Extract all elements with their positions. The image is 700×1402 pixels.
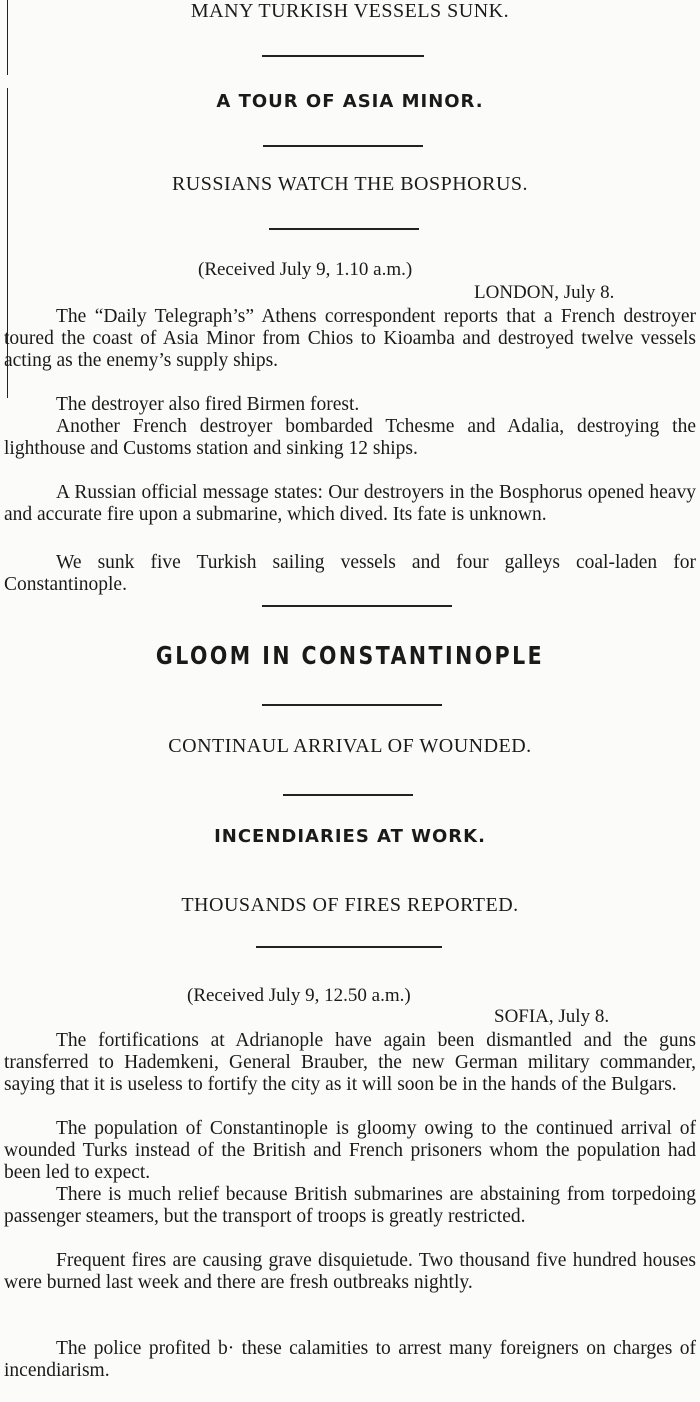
subheading-rule (263, 145, 423, 147)
paragraph-text: A Russian official message states: Our destroyers in the Bosphorus opened heavy and accurate fire upon a submarine, which dived. Its fate is unknown. (4, 482, 696, 525)
paragraph-text: There is much relief because British submarines are abstaining from torpedoing passenger steamers, but the transport of troops is greatly restricted. (4, 1184, 696, 1227)
subheading-rule (256, 946, 442, 948)
article-separator-rule (262, 605, 452, 607)
article2-paragraph (4, 1118, 696, 1184)
article1-received-line: (Received July 9, 1.10 a.m.) (198, 259, 413, 280)
paragraph-text: Another French destroyer bombarded Tchesme and Adalia, destroying the lighthouse and Customs station and sinking 12 ships. (4, 416, 696, 459)
article2-subheading-3: THOUSANDS OF FIRES REPORTED. (181, 894, 519, 916)
headline-rule (262, 55, 424, 57)
paragraph-text: The “Daily Telegraph’s” Athens correspondent reports that a French destroyer toured the coast of Asia Minor from Chios to Kioamba and destroyed twelve vessels acting as the enemy’s supply ships. (4, 306, 696, 371)
subheading-rule (283, 794, 413, 796)
article1-place-date: LONDON, July 8. (474, 282, 615, 303)
paragraph-text: The fortifications at Adrianople have again been dismantled and the guns transferred to Hademkeni, General Brauber, the new German military commander, saying that it is useless to fortify the city as it will soon be in the hands of the Bulgars. (4, 1030, 696, 1095)
article2-received-line: (Received July 9, 12.50 a.m.) (187, 985, 411, 1006)
article1-paragraph (4, 416, 696, 460)
article1-paragraph (4, 306, 696, 372)
paragraph-text: Frequent fires are causing grave disquietude. Two thousand five hundred houses were burned last week and there are fresh outbreaks nightly. (4, 1250, 696, 1293)
article2-paragraph (4, 1338, 696, 1382)
article1-paragraph (4, 394, 696, 416)
article2-paragraph (4, 1184, 696, 1228)
article1-subheading-1: A TOUR OF ASIA MINOR. (216, 91, 484, 112)
headline-rule (262, 704, 442, 706)
article2-headline: GLOOM IN CONSTANTINOPLE (155, 641, 545, 670)
article1-paragraph (4, 552, 696, 596)
paragraph-text: The destroyer also fired Birmen forest. (56, 394, 360, 415)
article2-subheading-1: CONTINAUL ARRIVAL OF WOUNDED. (168, 735, 532, 757)
article2-paragraph (4, 1030, 696, 1096)
article1-subheading-2: RUSSIANS WATCH THE BOSPHORUS. (171, 173, 529, 195)
paragraph-text: We sunk five Turkish sailing vessels and four galleys coal-laden for Constantinople. (4, 552, 696, 595)
article1-paragraph (4, 482, 696, 526)
article1-headline: MANY TURKISH VESSELS SUNK. (190, 0, 510, 22)
article2-paragraph (4, 1250, 696, 1294)
article2-place-date: SOFIA, July 8. (494, 1006, 610, 1027)
article2-subheading-2: INCENDIARIES AT WORK. (214, 826, 486, 847)
paragraph-text: The police profited b· these calamities to arrest many foreigners on charges of incendiarism. (4, 1338, 696, 1381)
paragraph-text: The population of Constantinople is gloomy owing to the continued arrival of wounded Turks instead of the British and French prisoners whom the population had been led to expect. (4, 1118, 696, 1183)
subheading-rule (269, 228, 419, 230)
